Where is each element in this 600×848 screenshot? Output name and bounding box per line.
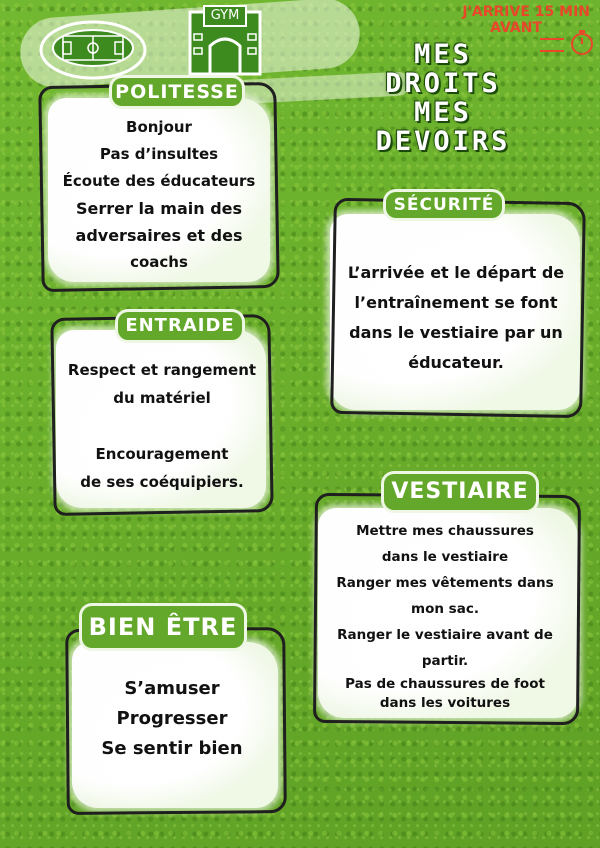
stadium-icon xyxy=(38,12,148,82)
entraide-text xyxy=(56,356,268,496)
stopwatch-icon xyxy=(568,28,596,56)
vestiaire-line: dans le vestiaire xyxy=(381,549,509,565)
politesse-line: coachs xyxy=(130,253,188,271)
politesse-line: Serrer la main des xyxy=(75,199,243,218)
bien-etre-label: BIEN ÊTRE xyxy=(82,606,244,648)
entraide-line: de ses coéquipiers. xyxy=(80,473,244,491)
title-line-3: MES xyxy=(414,97,472,128)
entraide-label: ENTRAIDE xyxy=(118,312,242,340)
politesse-line: Écoute des éducateurs xyxy=(62,172,256,190)
bien-etre-line: Progresser xyxy=(116,708,228,729)
entraide-line xyxy=(56,412,268,440)
bien-etre-text xyxy=(72,674,272,764)
securite-label: SÉCURITÉ xyxy=(386,192,502,218)
vestiaire-line: Ranger le vestiaire avant de xyxy=(337,627,553,643)
vestiaire-text xyxy=(318,518,572,712)
securite-text xyxy=(334,258,578,378)
gym-label: GYM xyxy=(210,8,240,23)
gym-building-icon xyxy=(180,4,270,76)
entraide-line: du matériel xyxy=(113,389,211,407)
vestiaire-line: mon sac. xyxy=(411,601,479,617)
securite-line: l’entraînement se font xyxy=(354,293,558,312)
politesse-line: Pas d’insultes xyxy=(99,145,219,163)
vestiaire-label: VESTIAIRE xyxy=(384,474,536,510)
securite-line: éducateur. xyxy=(408,353,504,372)
vestiaire-line: partir. xyxy=(421,653,469,669)
title-line-2: DROITS xyxy=(385,68,501,99)
bien-etre-line: Se sentir bien xyxy=(101,738,243,759)
politesse-label: POLITESSE xyxy=(112,78,242,106)
bien-etre-line: S’amuser xyxy=(124,678,220,699)
politesse-line: adversaires et des xyxy=(75,226,243,245)
securite-line: dans le vestiaire par un xyxy=(349,323,563,342)
notice-line-1: J'ARRIVE 15 MIN xyxy=(462,4,590,20)
politesse-text xyxy=(48,114,270,276)
securite-line: L’arrivée et le départ de xyxy=(347,263,565,282)
notice-line-2: AVANT xyxy=(490,20,542,36)
vestiaire-line: Ranger mes vêtements dans xyxy=(336,575,554,591)
speed-lines xyxy=(540,38,564,52)
title-line-1: MES xyxy=(414,39,472,70)
entraide-line: Respect et rangement xyxy=(67,361,257,379)
title-line-4: DEVOIRS xyxy=(375,126,511,157)
page-title xyxy=(358,40,528,156)
vestiaire-line: Mettre mes chaussures xyxy=(356,523,534,539)
politesse-line: Bonjour xyxy=(126,118,192,136)
vestiaire-line: Pas de chaussures de foot xyxy=(345,676,545,692)
vestiaire-line: dans les voitures xyxy=(379,695,511,711)
entraide-line: Encouragement xyxy=(95,445,229,463)
